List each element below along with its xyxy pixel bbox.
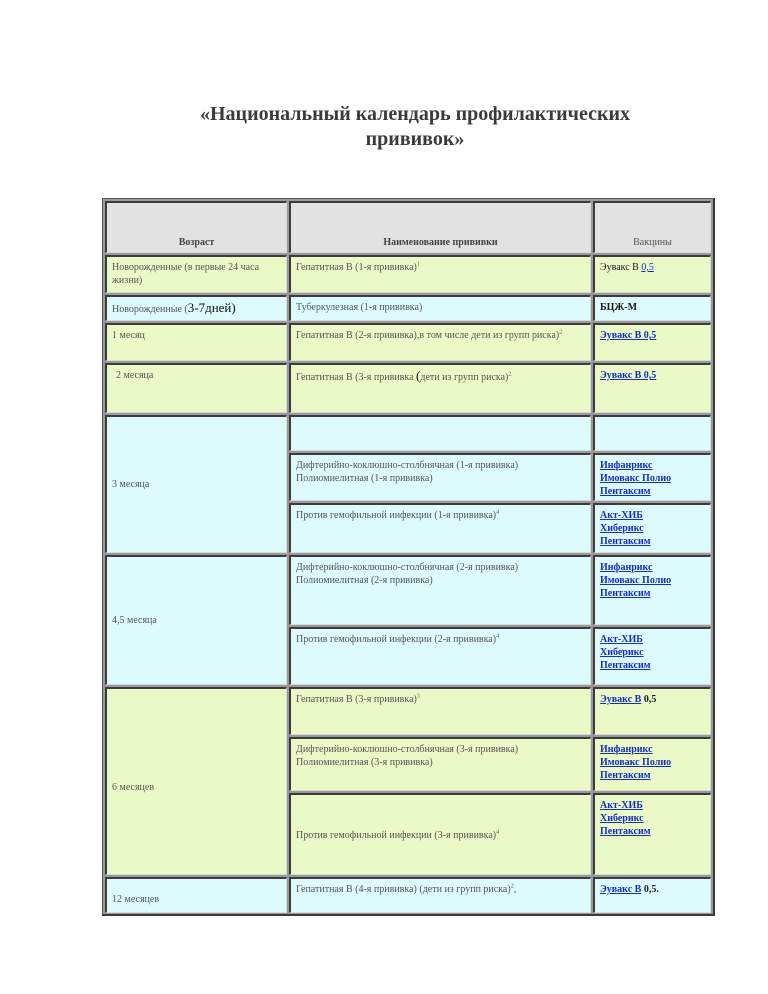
vaccination-label: Против гемофильной инфекции (1-я прививка) [296,510,497,521]
vaccination-cell [289,627,591,685]
vaccine-link-imovax[interactable]: Имовакс Полио [600,757,672,768]
vaccine-link-imovax[interactable]: Имовакс Полио [600,575,672,586]
vaccine-cell [593,555,711,625]
vaccine-cell [593,877,711,913]
vaccination-label: Туберкулезная (1-я прививка) [296,302,423,313]
age-label: 1 месяц [112,330,145,341]
vaccination-label: Против гемофильной инфекции (2-я прививка) [296,634,497,645]
vaccination-label: Полиомиелитная (1-я прививка) [296,473,433,484]
vaccine-link-imovax[interactable]: Имовакс Полио [600,473,672,484]
vaccine-link-pentaxim[interactable]: Пентаксим [600,826,651,837]
vaccine-link-act-hib[interactable]: Акт-ХИБ [600,800,643,811]
vaccine-dose: 0,5. [643,884,659,895]
vaccination-cell [289,323,591,361]
vaccine-link-act-hib[interactable]: Акт-ХИБ [600,634,643,645]
empty-cell [289,415,591,451]
vaccine-link-euvax[interactable]: Эувакс В 0,5 [600,330,657,341]
footnote-mark: 4 [496,633,500,640]
vaccine-link-infanrix[interactable]: Инфанрикс [600,562,653,573]
vaccination-cell [289,687,591,735]
vaccine-link-hiberix[interactable]: Хиберикс [600,813,644,824]
vaccination-label: Дифтерийно-коклюшно-столбнячная (1-я прививка) [296,460,519,471]
vaccine-name: БЦЖ-М [600,302,638,313]
vaccine-link-act-hib[interactable]: Акт-ХИБ [600,510,643,521]
vaccination-label: Полиомиелитная (2-я прививка) [296,575,433,586]
vaccination-label: Дифтерийно-коклюшно-столбнячная (3-я прививка) [296,744,519,755]
header-vaccines-label: Вакцины [633,237,672,248]
age-label: Новорожденные (в первые 24 часа жизни) [112,262,260,286]
header-vaccines [593,201,711,253]
vaccine-link-pentaxim[interactable]: Пентаксим [600,536,651,547]
vaccine-dose-link[interactable]: 0,5 [641,262,654,273]
vaccine-name: Эувакс В [600,262,639,273]
vaccine-link-euvax[interactable]: Эувакс В [600,884,642,895]
vaccination-cell [289,877,591,913]
vaccine-cell [593,687,711,735]
age-cell-3-months [105,415,287,553]
age-cell-1-month [105,323,287,361]
age-label: 12 месяцев [112,894,160,905]
vaccination-label: Дифтерийно-коклюшно-столбнячная (2-я прививка) [296,562,519,573]
vaccine-dose: 0,5 [643,694,657,705]
footnote-mark: 3 [416,693,420,700]
header-vaccination-name [289,201,591,253]
vaccine-link-pentaxim[interactable]: Пентаксим [600,770,651,781]
vaccination-label: Гепатитная В (4-я прививка) (дети из групп риска) [296,884,511,895]
vaccine-cell [593,737,711,791]
footnote-mark: 1 [416,261,420,268]
header-age-label: Возраст [178,237,215,248]
footnote-mark: 2 [510,883,514,890]
vaccine-link-hiberix[interactable]: Хиберикс [600,523,644,534]
vaccine-link-hiberix[interactable]: Хиберикс [600,647,644,658]
document-title [100,102,730,152]
vaccination-cell [289,295,591,321]
vaccination-label: Гепатитная В (3-я прививка) [296,694,417,705]
age-label-days: 3-7дней) [187,300,236,315]
vaccination-cell [289,793,591,875]
vaccination-cell [289,503,591,553]
age-cell-newborn-3-7-days [105,295,287,321]
vaccination-label: Гепатитная В (1-я прививка) [296,262,417,273]
vaccine-cell [593,255,711,293]
vaccine-cell [593,453,711,501]
title-line-2: прививок» [365,128,465,150]
vaccine-cell [593,627,711,685]
vaccination-cell [289,363,591,413]
vaccination-cell [289,453,591,501]
header-age [105,201,287,253]
age-label: Новорожденные ( [112,304,188,315]
age-cell-6-months [105,687,287,875]
punctuation: , [513,884,517,895]
age-label: 6 месяцев [112,782,155,793]
age-label: 2 месяца [116,370,154,381]
age-cell-12-months [105,877,287,913]
vaccination-label: Против гемофильной инфекции (3-я прививка) [296,830,497,841]
footnote-mark: 4 [496,829,500,836]
vaccine-link-infanrix[interactable]: Инфанрикс [600,460,653,471]
footnote-mark: 4 [496,509,500,516]
vaccine-cell [593,323,711,361]
vaccine-cell [593,363,711,413]
age-cell-2-months [105,363,287,413]
vaccine-link-pentaxim[interactable]: Пентаксим [600,588,651,599]
vaccine-link-euvax[interactable]: Эувакс В 0,5 [600,370,657,381]
vaccine-link-euvax[interactable]: Эувакс В [600,694,642,705]
footnote-mark: 2 [559,329,563,336]
vaccination-cell [289,255,591,293]
age-cell-newborn-24h [105,255,287,293]
vaccination-label: Гепатитная В (2-я прививка),в том числе дети из групп риска) [296,330,560,341]
header-name-label: Наименование прививки [383,237,498,248]
vaccination-cell [289,555,591,625]
age-cell-4-5-months [105,555,287,685]
vaccine-link-pentaxim[interactable]: Пентаксим [600,486,651,497]
vaccine-cell [593,793,711,875]
vaccine-cell [593,295,711,321]
vaccine-link-infanrix[interactable]: Инфанрикс [600,744,653,755]
vaccination-schedule-table [102,198,715,916]
empty-cell [593,415,711,451]
vaccination-cell [289,737,591,791]
title-line-1: «Национальный календарь профилактических [199,103,631,125]
vaccine-cell [593,503,711,553]
vaccination-label: Полиомиелитная (3-я прививка) [296,757,433,768]
age-label: 4,5 месяца [112,615,157,626]
age-label: 3 месяца [112,479,150,490]
bracket: ( [416,368,421,383]
vaccination-label: Гепатитная В (3-я прививка [296,372,417,383]
vaccination-label-tail: дети из групп риска) [420,372,509,383]
footnote-mark: 2 [508,371,512,378]
vaccine-link-pentaxim[interactable]: Пентаксим [600,660,651,671]
